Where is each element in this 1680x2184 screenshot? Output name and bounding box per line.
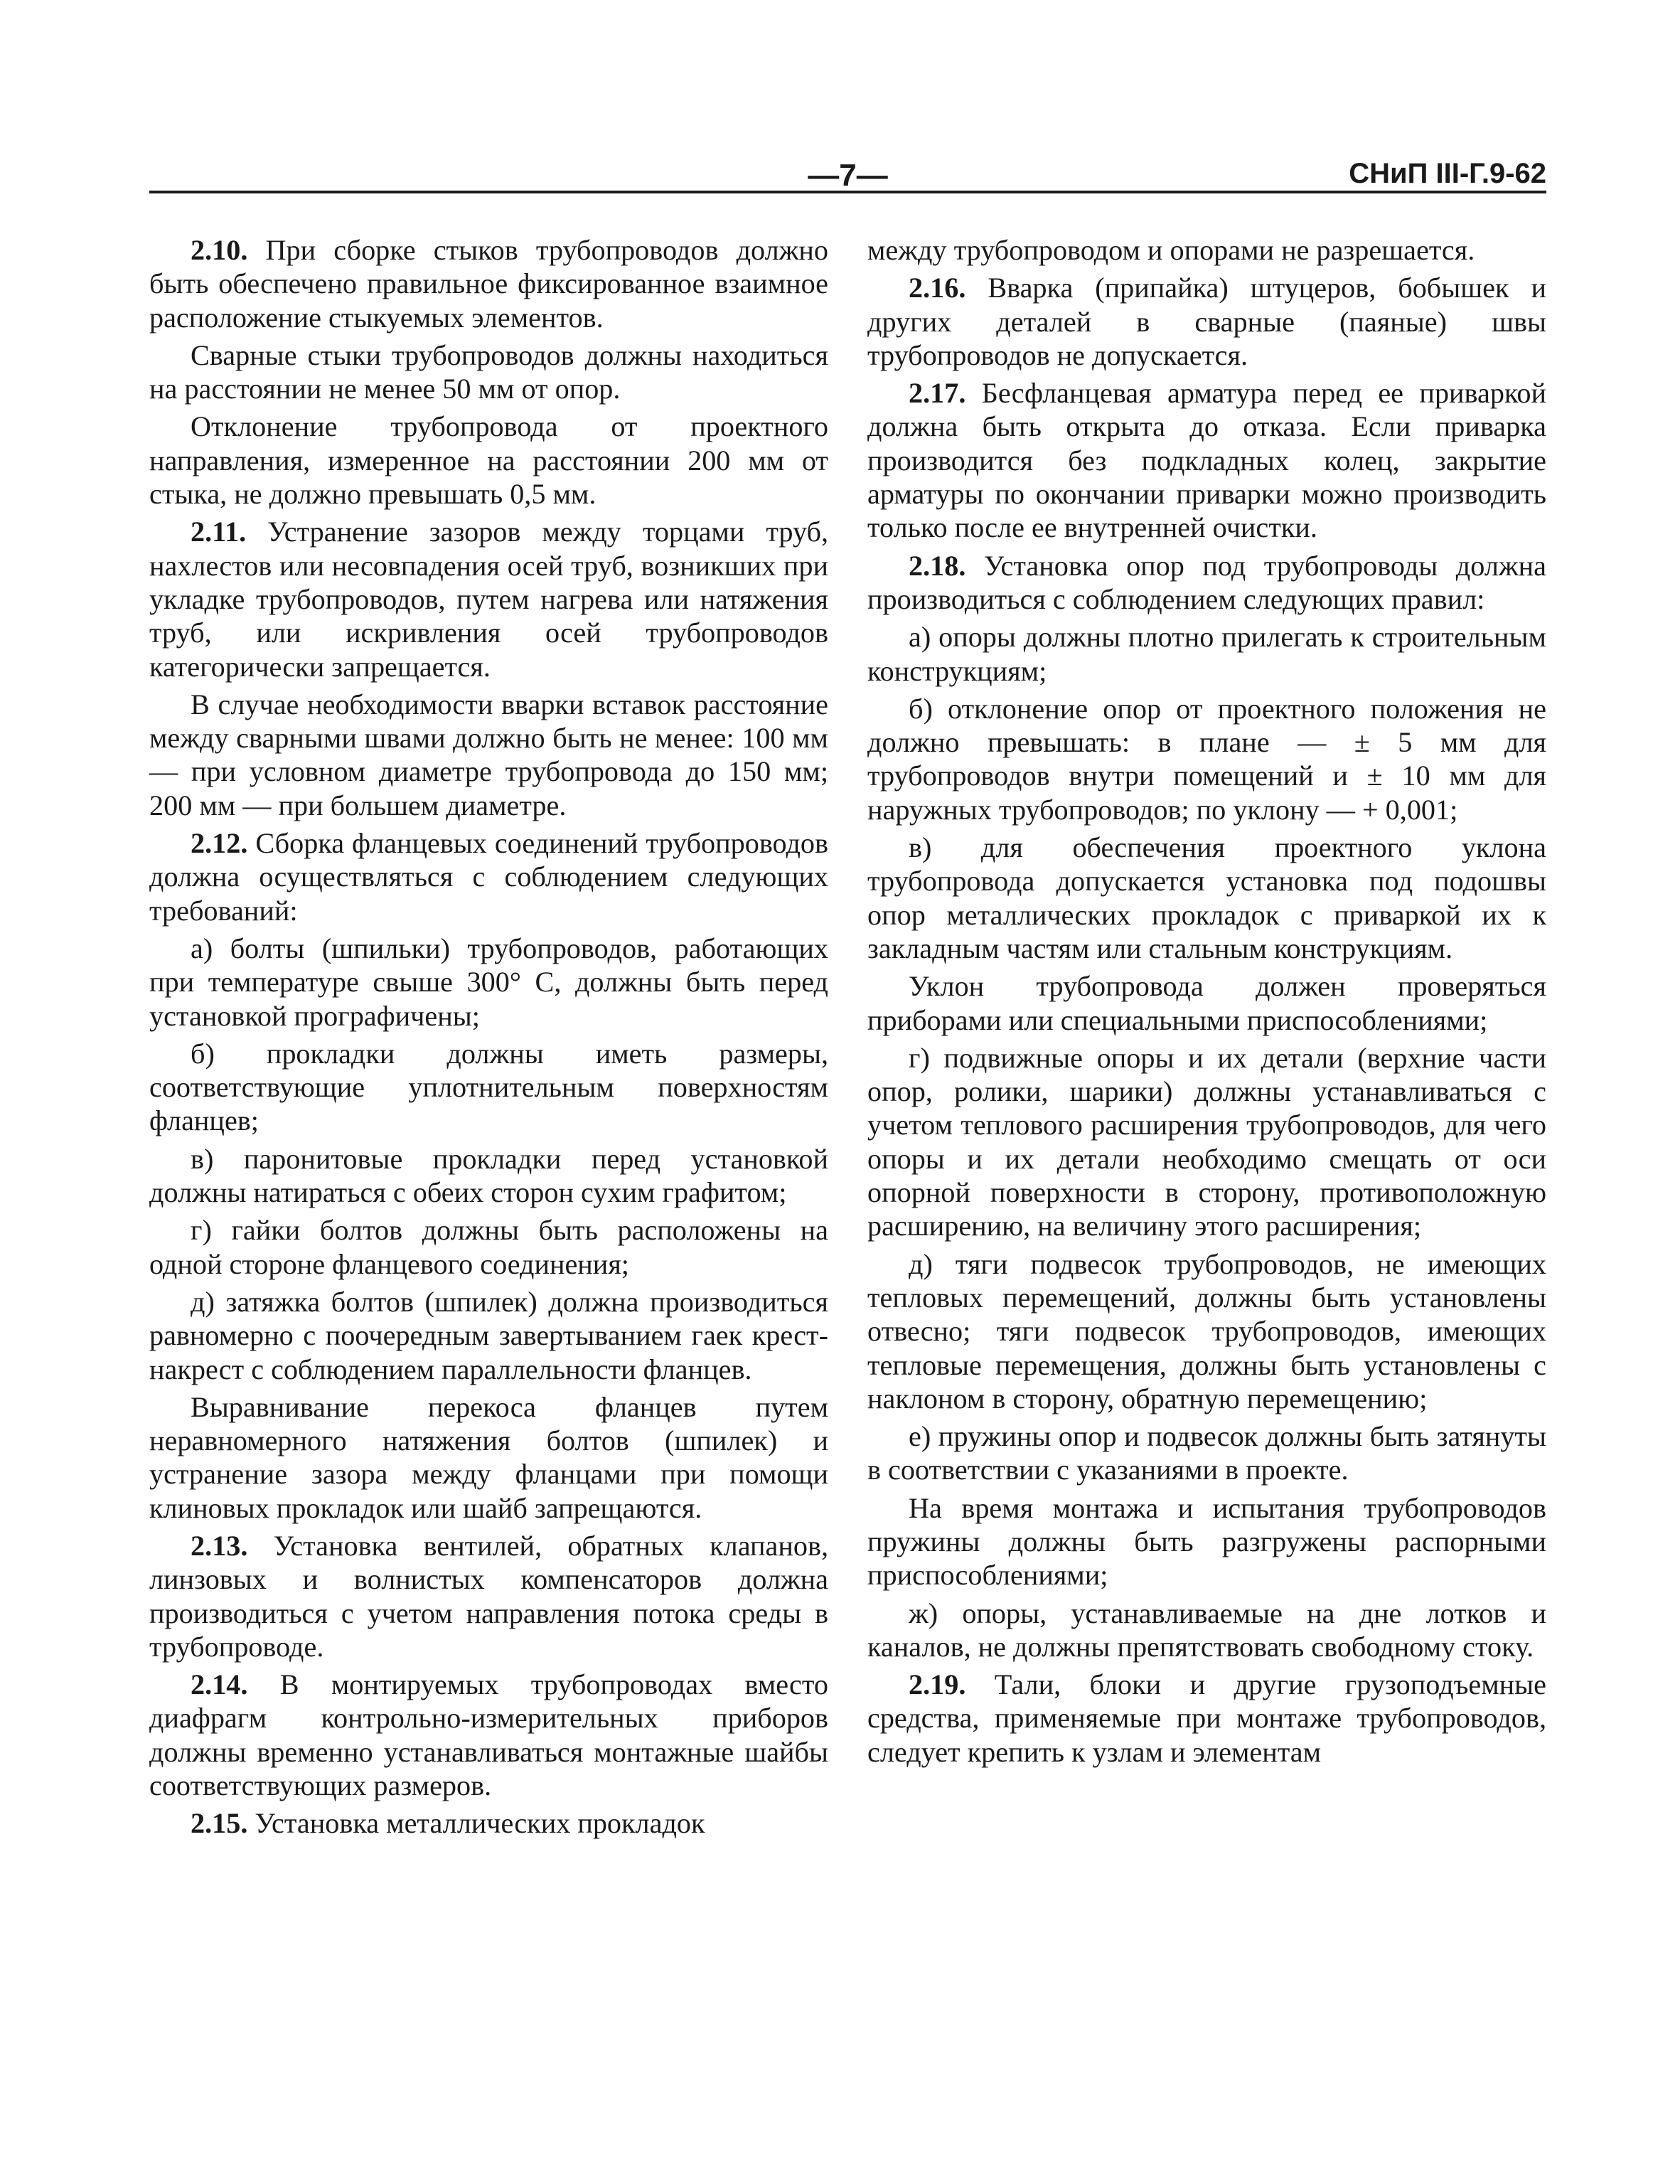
- paragraph-text: Установка металлических прокладок: [255, 1807, 705, 1840]
- paragraph: [149, 515, 828, 683]
- clause-number: 2.13.: [191, 1529, 248, 1562]
- paragraph: [149, 339, 828, 406]
- paragraph: [149, 932, 828, 1033]
- clause-number: 2.15.: [191, 1807, 248, 1840]
- clause-number: 2.14.: [191, 1668, 248, 1701]
- paragraph-text: Сварные стыки трубопроводов должны находиться на расстоянии не менее 50 мм от опор.: [149, 339, 828, 405]
- paragraph-text: е) пружины опор и подвесок должны быть затянуты в соответствии с указаниями в проекте.: [867, 1420, 1546, 1486]
- paragraph-text: б) отклонение опор от проектного положения не должно превышать: в плане — ± 5 мм для трубопроводов внутри помещений и ± 10 мм для наружных трубопроводов; по уклону — + 0,001;: [867, 692, 1546, 826]
- paragraph: [867, 620, 1546, 688]
- paragraph: [867, 969, 1546, 1037]
- paragraph-text: а) опоры должны плотно прилегать к строительным конструкциям;: [867, 621, 1546, 687]
- clause-number: 2.10.: [191, 234, 248, 266]
- paragraph-text: г) гайки болтов должны быть расположены на одной стороне фланцевого соединения;: [149, 1214, 828, 1280]
- paragraph: [149, 688, 828, 822]
- clause-number: 2.19.: [909, 1668, 966, 1701]
- page-number: —7—: [808, 158, 888, 193]
- paragraph: [149, 826, 828, 927]
- paragraph: [867, 1041, 1546, 1243]
- paragraph: [867, 549, 1546, 617]
- paragraph-text: Установка вентилей, обратных клапанов, линзовых и волнистых компенсаторов должна производиться с учетом направления потока среды в трубопроводе.: [149, 1529, 829, 1663]
- header-rule: [149, 191, 1546, 193]
- paragraph: [867, 1491, 1546, 1592]
- paragraph-text: Выравнивание перекоса фланцев путем неравномерного натяжения болтов (шпилек) и устранение зазора между фланцами при помощи клиновых прокладок или шайб запрещаются.: [149, 1390, 828, 1524]
- paragraph: [867, 376, 1546, 544]
- paragraph: [149, 1668, 828, 1802]
- paragraph-text: Вварка (припайка) штуцеров, бобышек и других деталей в сварные (паяные) швы трубопроводов не допускается.: [867, 272, 1547, 371]
- paragraph: [149, 1806, 828, 1840]
- paragraph-text: д) тяги подвесок трубопроводов, не имеющих тепловых перемещений, должны быть установлены отвесно; тяги подвесок трубопроводов, имеющих тепловые перемещения, должны быть установлены с наклоном в сторону, обратную перемещению;: [867, 1247, 1546, 1415]
- clause-number: 2.12.: [191, 827, 248, 860]
- paragraph-text: в) паронитовые прокладки перед установкой должны натираться с обеих сторон сухим графитом;: [149, 1142, 828, 1209]
- paragraph-text: между трубопроводом и опорами не разрешается.: [867, 234, 1475, 266]
- paragraph: [867, 233, 1546, 267]
- paragraph-text: Устранение зазоров между торцами труб, нахлестов или несовпадения осей труб, возникших при укладке трубопроводов, путем нагрева или натяжения труб, или искривления осей трубопроводов категорически запрещается.: [149, 516, 829, 683]
- paragraph: [149, 1213, 828, 1281]
- right-column: [867, 233, 1546, 1773]
- paragraph-text: Уклон трубопровода должен проверяться приборами или специальными приспособлениями;: [867, 970, 1546, 1036]
- paragraph-text: На время монтажа и испытания трубопроводов пружины должны быть разгружены распорными приспособлениями;: [867, 1491, 1546, 1592]
- left-column: [149, 233, 828, 1845]
- paragraph: [149, 1285, 828, 1386]
- paragraph: [867, 1597, 1546, 1664]
- paragraph-text: В монтируемых трубопроводах вместо диафрагм контрольно-измерительных приборов должны временно устанавливаться монтажные шайбы соответствующих размеров.: [149, 1668, 828, 1802]
- paragraph-text: Бесфланцевая арматура перед ее приваркой должна быть открыта до отказа. Если приварка производится без подкладных колец, закрытие арматуры по окончании приварки можно производить только после ее внутренней очистки.: [867, 377, 1547, 544]
- paragraph: [149, 1037, 828, 1138]
- paragraph: [149, 1529, 828, 1663]
- paragraph-text: б) прокладки должны иметь размеры, соответствующие уплотнительным поверхностям фланцев;: [149, 1037, 828, 1137]
- clause-number: 2.17.: [909, 377, 966, 410]
- paragraph-text: Сборка фланцевых соединений трубопроводов должна осуществляться с соблюдением следующих требований:: [149, 827, 828, 927]
- paragraph-text: При сборке стыков трубопроводов должно быть обеспечено правильное фиксированное взаимное расположение стыкуемых элементов.: [149, 234, 829, 334]
- clause-number: 2.11.: [191, 516, 247, 548]
- paragraph-text: ж) опоры, устанавливаемые на дне лотков и каналов, не должны препятствовать свободному стоку.: [867, 1597, 1546, 1663]
- paragraph: [867, 271, 1546, 372]
- paragraph: [867, 1247, 1546, 1415]
- paragraph-text: Установка опор под трубопроводы должна производиться с соблюдением следующих правил:: [867, 549, 1546, 615]
- paragraph: [867, 1668, 1546, 1769]
- paragraph-text: в) для обеспечения проектного уклона трубопровода допускается установка под подошвы опор металлических прокладок с приваркой их к закладным частям или стальным конструкциям.: [867, 831, 1546, 964]
- paragraph-text: Тали, блоки и другие грузоподъемные средства, применяемые при монтаже трубопроводов, следует крепить к узлам и элементам: [867, 1668, 1546, 1768]
- paragraph: [867, 831, 1546, 965]
- paragraph: [149, 1390, 828, 1525]
- paragraph-text: г) подвижные опоры и их детали (верхние части опор, ролики, шарики) должны устанавливаться с учетом теплового расширения трубопроводов, для чего опоры и их детали необходимо смещать от оси опорной поверхности в сторону, противоположную расширению, на величину этого расширения;: [867, 1041, 1546, 1242]
- paragraph: [149, 410, 828, 511]
- clause-number: 2.18.: [909, 549, 966, 582]
- paragraph-text: Отклонение трубопровода от проектного направления, измеренное на расстоянии 200 мм от стыка, не должно превышать 0,5 мм.: [149, 410, 828, 511]
- clause-number: 2.16.: [909, 272, 966, 304]
- paragraph: [149, 233, 828, 334]
- paragraph: [867, 692, 1546, 826]
- paragraph-text: а) болты (шпильки) трубопроводов, работающих при температуре свыше 300° С, должны быть перед установкой прографичены;: [149, 932, 828, 1032]
- paragraph-text: д) затяжка болтов (шпилек) должна производиться равномерно с поочередным завертыванием гаек крест-накрест с соблюдением параллельности фланцев.: [149, 1285, 828, 1385]
- document-code: СНиП III-Г.9-62: [1349, 158, 1546, 189]
- paragraph-text: В случае необходимости вварки вставок расстояние между сварными швами должно быть не менее: 100 мм — при условном диаметре трубопровода до 150 мм; 200 мм — при большем диаметре.: [149, 688, 828, 821]
- paragraph: [149, 1142, 828, 1210]
- paragraph: [867, 1419, 1546, 1487]
- page-header: [149, 158, 1546, 201]
